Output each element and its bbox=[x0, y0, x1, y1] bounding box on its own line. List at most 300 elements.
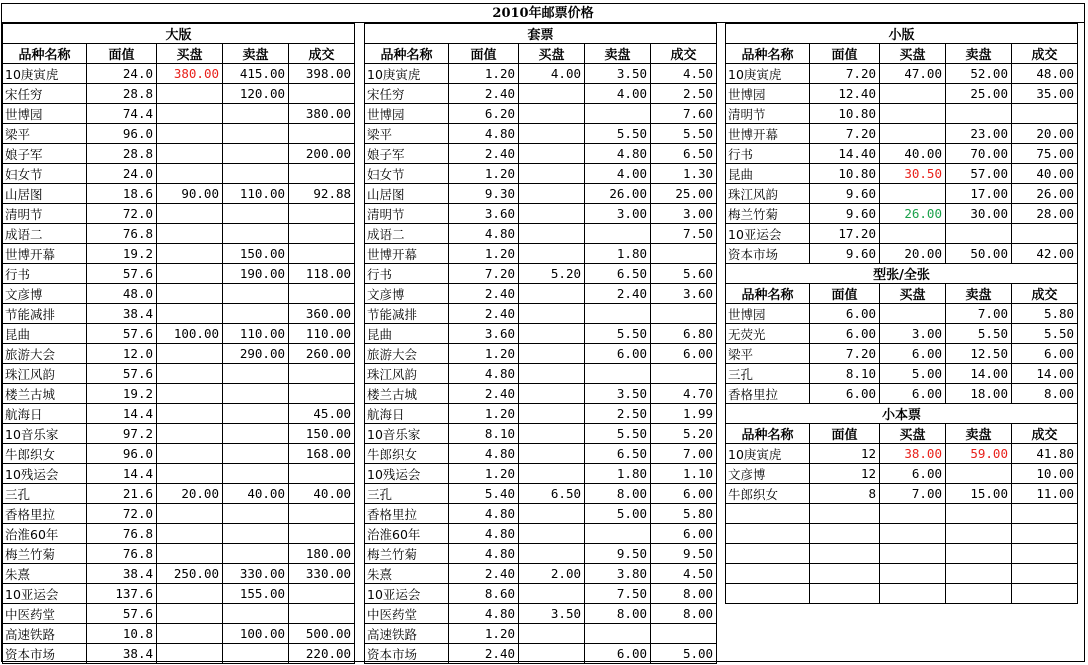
price-cell bbox=[880, 84, 946, 104]
price-cell bbox=[157, 144, 223, 164]
price-cell bbox=[157, 404, 223, 424]
table-row bbox=[3, 424, 355, 444]
table-large bbox=[2, 23, 355, 664]
table-row bbox=[3, 604, 355, 624]
price-cell: 3.50 bbox=[519, 604, 585, 624]
price-cell: 11.00 bbox=[1012, 484, 1078, 504]
stamp-name-cell: 世博开幕 bbox=[3, 244, 87, 264]
table-row bbox=[365, 584, 717, 604]
price-cell bbox=[223, 364, 289, 384]
empty-cell bbox=[880, 504, 946, 524]
price-cell: 150.00 bbox=[223, 244, 289, 264]
price-cell: 3.60 bbox=[651, 284, 717, 304]
stamp-name-cell: 中医药堂 bbox=[365, 604, 449, 624]
price-cell bbox=[223, 124, 289, 144]
price-cell bbox=[651, 624, 717, 644]
price-cell: 21.6 bbox=[87, 484, 157, 504]
price-cell: 100.00 bbox=[223, 624, 289, 644]
table-row bbox=[726, 304, 1078, 324]
price-cell: 10.8 bbox=[87, 624, 157, 644]
stamp-name-cell: 无荧光 bbox=[726, 324, 810, 344]
price-cell: 26.00 bbox=[585, 184, 651, 204]
stamp-name-cell: 梁平 bbox=[726, 344, 810, 364]
stamp-name-cell: 10音乐家 bbox=[3, 424, 87, 444]
column-header: 面值 bbox=[449, 44, 519, 64]
price-cell: 10.00 bbox=[1012, 464, 1078, 484]
price-cell: 42.00 bbox=[1012, 244, 1078, 264]
column-header: 买盘 bbox=[519, 44, 585, 64]
stamp-name-cell: 中医药堂 bbox=[3, 604, 87, 624]
price-cell: 5.00 bbox=[585, 504, 651, 524]
price-cell: 6.00 bbox=[585, 344, 651, 364]
price-cell bbox=[519, 544, 585, 564]
price-cell: 9.30 bbox=[449, 184, 519, 204]
column-header: 品种名称 bbox=[726, 44, 810, 64]
price-cell: 2.40 bbox=[449, 284, 519, 304]
price-cell: 3.00 bbox=[651, 204, 717, 224]
price-cell bbox=[157, 304, 223, 324]
price-cell bbox=[289, 224, 355, 244]
price-cell: 2.40 bbox=[449, 144, 519, 164]
section-heading-sheet: 型张/全张 bbox=[726, 264, 1078, 284]
price-cell: 3.60 bbox=[449, 204, 519, 224]
section-heading-set: 套票 bbox=[365, 24, 717, 44]
stamp-name-cell: 三孔 bbox=[365, 484, 449, 504]
column-header: 成交 bbox=[1012, 44, 1078, 64]
table-row bbox=[365, 564, 717, 584]
price-cell bbox=[946, 104, 1012, 124]
price-cell: 7.50 bbox=[585, 584, 651, 604]
price-cell bbox=[519, 324, 585, 344]
empty-cell bbox=[1012, 504, 1078, 524]
price-cell: 8.00 bbox=[651, 604, 717, 624]
price-cell bbox=[157, 544, 223, 564]
table-row bbox=[3, 484, 355, 504]
price-cell: 330.00 bbox=[223, 564, 289, 584]
price-cell: 50.00 bbox=[946, 244, 1012, 264]
price-cell: 24.0 bbox=[87, 64, 157, 84]
stamp-name-cell: 昆曲 bbox=[365, 324, 449, 344]
price-cell: 6.00 bbox=[651, 484, 717, 504]
price-cell: 6.00 bbox=[1012, 344, 1078, 364]
price-cell bbox=[223, 504, 289, 524]
price-cell: 14.4 bbox=[87, 404, 157, 424]
price-cell bbox=[880, 104, 946, 124]
stamp-name-cell: 10庚寅虎 bbox=[726, 444, 810, 464]
price-cell bbox=[651, 304, 717, 324]
price-cell: 168.00 bbox=[289, 444, 355, 464]
stamp-name-cell: 高速铁路 bbox=[3, 624, 87, 644]
table-row bbox=[365, 544, 717, 564]
price-cell: 40.00 bbox=[289, 484, 355, 504]
price-cell bbox=[223, 164, 289, 184]
price-cell: 120.00 bbox=[223, 84, 289, 104]
price-cell: 14.00 bbox=[946, 364, 1012, 384]
price-cell: 48.0 bbox=[87, 284, 157, 304]
price-cell: 7.00 bbox=[880, 484, 946, 504]
empty-cell bbox=[880, 524, 946, 544]
price-cell: 6.50 bbox=[585, 444, 651, 464]
table-row bbox=[365, 644, 717, 664]
stamp-name-cell: 三孔 bbox=[3, 484, 87, 504]
table-row bbox=[365, 444, 717, 464]
stamp-name-cell: 楼兰古城 bbox=[365, 384, 449, 404]
price-cell bbox=[585, 224, 651, 244]
price-cell: 380.00 bbox=[289, 104, 355, 124]
column-header: 买盘 bbox=[880, 44, 946, 64]
table-row bbox=[365, 184, 717, 204]
price-cell: 180.00 bbox=[289, 544, 355, 564]
price-cell bbox=[157, 244, 223, 264]
price-cell: 12 bbox=[810, 464, 880, 484]
price-cell: 1.20 bbox=[449, 404, 519, 424]
price-cell: 1.20 bbox=[449, 624, 519, 644]
price-cell: 96.0 bbox=[87, 444, 157, 464]
price-cell bbox=[289, 204, 355, 224]
price-cell bbox=[519, 124, 585, 144]
price-cell bbox=[519, 104, 585, 124]
price-cell: 360.00 bbox=[289, 304, 355, 324]
price-cell: 6.00 bbox=[880, 344, 946, 364]
price-cell bbox=[223, 304, 289, 324]
price-cell: 4.80 bbox=[449, 224, 519, 244]
price-cell: 1.20 bbox=[449, 164, 519, 184]
price-cell: 15.00 bbox=[946, 484, 1012, 504]
table-row bbox=[365, 64, 717, 84]
price-cell bbox=[585, 524, 651, 544]
panel-large bbox=[2, 23, 355, 664]
price-cell bbox=[157, 284, 223, 304]
price-cell: 8 bbox=[810, 484, 880, 504]
table-row bbox=[726, 84, 1078, 104]
price-cell: 7.60 bbox=[651, 104, 717, 124]
price-cell: 6.00 bbox=[880, 384, 946, 404]
price-cell: 4.80 bbox=[449, 124, 519, 144]
table-row bbox=[365, 604, 717, 624]
price-cell: 2.40 bbox=[449, 384, 519, 404]
price-cell: 4.80 bbox=[449, 364, 519, 384]
price-cell: 2.00 bbox=[519, 564, 585, 584]
column-header: 卖盘 bbox=[585, 44, 651, 64]
stamp-name-cell: 世博园 bbox=[726, 84, 810, 104]
stamp-name-cell: 昆曲 bbox=[726, 164, 810, 184]
price-cell: 10.80 bbox=[810, 104, 880, 124]
column-header: 成交 bbox=[289, 44, 355, 64]
sheet-title: 2010年邮票价格 bbox=[2, 4, 1084, 23]
table-row bbox=[3, 284, 355, 304]
price-cell: 40.00 bbox=[223, 484, 289, 504]
price-cell: 5.50 bbox=[651, 124, 717, 144]
price-cell bbox=[519, 384, 585, 404]
empty-cell bbox=[946, 524, 1012, 544]
price-cell bbox=[289, 384, 355, 404]
table-row bbox=[3, 644, 355, 664]
column-header: 品种名称 bbox=[365, 44, 449, 64]
price-cell: 2.40 bbox=[449, 564, 519, 584]
price-cell: 5.80 bbox=[1012, 304, 1078, 324]
price-cell bbox=[519, 344, 585, 364]
price-cell: 6.00 bbox=[810, 384, 880, 404]
empty-cell bbox=[810, 504, 880, 524]
table-row bbox=[726, 104, 1078, 124]
price-cell bbox=[223, 524, 289, 544]
empty-cell bbox=[946, 584, 1012, 604]
table-set bbox=[364, 23, 717, 664]
empty-cell bbox=[726, 564, 810, 584]
price-cell: 40.00 bbox=[1012, 164, 1078, 184]
price-cell: 2.40 bbox=[585, 284, 651, 304]
price-cell: 20.00 bbox=[1012, 124, 1078, 144]
price-cell: 41.80 bbox=[1012, 444, 1078, 464]
table-row bbox=[365, 164, 717, 184]
table-row bbox=[365, 304, 717, 324]
price-cell bbox=[519, 304, 585, 324]
price-cell: 17.20 bbox=[810, 224, 880, 244]
price-cell: 6.00 bbox=[651, 524, 717, 544]
price-cell: 8.00 bbox=[585, 484, 651, 504]
price-cell: 96.0 bbox=[87, 124, 157, 144]
price-cell: 92.88 bbox=[289, 184, 355, 204]
stamp-name-cell: 资本市场 bbox=[726, 244, 810, 264]
price-cell: 28.8 bbox=[87, 144, 157, 164]
table-row bbox=[365, 504, 717, 524]
price-cell: 19.2 bbox=[87, 244, 157, 264]
price-cell bbox=[519, 644, 585, 664]
price-cell: 5.20 bbox=[519, 264, 585, 284]
price-cell bbox=[157, 504, 223, 524]
price-cell: 8.00 bbox=[585, 604, 651, 624]
stamp-name-cell: 10亚运会 bbox=[365, 584, 449, 604]
stamp-name-cell: 妇女节 bbox=[3, 164, 87, 184]
stamp-name-cell: 世博园 bbox=[726, 304, 810, 324]
column-header: 买盘 bbox=[157, 44, 223, 64]
stamp-name-cell: 娘子军 bbox=[3, 144, 87, 164]
empty-cell bbox=[946, 544, 1012, 564]
price-cell: 30.00 bbox=[946, 204, 1012, 224]
price-cell: 6.20 bbox=[449, 104, 519, 124]
price-cell: 72.0 bbox=[87, 204, 157, 224]
price-cell bbox=[157, 204, 223, 224]
price-cell: 2.40 bbox=[449, 304, 519, 324]
price-cell: 30.50 bbox=[880, 164, 946, 184]
price-cell bbox=[519, 504, 585, 524]
price-cell bbox=[519, 244, 585, 264]
price-cell bbox=[519, 164, 585, 184]
price-cell bbox=[223, 384, 289, 404]
stamp-name-cell: 梁平 bbox=[3, 124, 87, 144]
stamp-name-cell: 宋任穷 bbox=[365, 84, 449, 104]
table-row bbox=[3, 344, 355, 364]
price-cell bbox=[157, 604, 223, 624]
price-cell: 118.00 bbox=[289, 264, 355, 284]
price-cell: 7.20 bbox=[810, 64, 880, 84]
price-cell: 75.00 bbox=[1012, 144, 1078, 164]
price-cell: 1.80 bbox=[585, 244, 651, 264]
table-row bbox=[3, 524, 355, 544]
price-cell bbox=[519, 84, 585, 104]
price-cell: 3.00 bbox=[880, 324, 946, 344]
price-cell: 28.00 bbox=[1012, 204, 1078, 224]
column-header: 卖盘 bbox=[946, 424, 1012, 444]
stamp-name-cell: 朱熹 bbox=[365, 564, 449, 584]
price-cell bbox=[157, 344, 223, 364]
table-row bbox=[726, 544, 1078, 564]
stamp-name-cell: 行书 bbox=[3, 264, 87, 284]
table-row bbox=[3, 244, 355, 264]
panel-small bbox=[725, 23, 1078, 604]
stamp-name-cell: 10音乐家 bbox=[365, 424, 449, 444]
price-cell bbox=[585, 304, 651, 324]
empty-cell bbox=[946, 504, 1012, 524]
price-cell: 1.99 bbox=[651, 404, 717, 424]
column-header: 面值 bbox=[810, 424, 880, 444]
price-cell bbox=[223, 644, 289, 664]
price-cell: 1.80 bbox=[585, 464, 651, 484]
price-cell: 8.00 bbox=[1012, 384, 1078, 404]
price-cell: 155.00 bbox=[223, 584, 289, 604]
price-cell: 110.00 bbox=[223, 324, 289, 344]
price-cell: 7.50 bbox=[651, 224, 717, 244]
section-heading-small: 小版 bbox=[726, 24, 1078, 44]
section-heading-large: 大版 bbox=[3, 24, 355, 44]
price-cell: 8.10 bbox=[810, 364, 880, 384]
column-header: 卖盘 bbox=[946, 284, 1012, 304]
stamp-name-cell: 文彦博 bbox=[3, 284, 87, 304]
empty-cell bbox=[810, 544, 880, 564]
price-cell bbox=[289, 164, 355, 184]
price-cell: 17.00 bbox=[946, 184, 1012, 204]
empty-cell bbox=[726, 524, 810, 544]
empty-cell bbox=[880, 544, 946, 564]
price-cell bbox=[223, 224, 289, 244]
stamp-name-cell: 资本市场 bbox=[3, 644, 87, 664]
price-cell bbox=[519, 284, 585, 304]
price-cell: 4.80 bbox=[449, 504, 519, 524]
table-row bbox=[365, 204, 717, 224]
price-cell: 4.00 bbox=[519, 64, 585, 84]
stamp-name-cell: 牛郎织女 bbox=[365, 444, 449, 464]
column-header: 面值 bbox=[810, 284, 880, 304]
price-cell: 6.50 bbox=[585, 264, 651, 284]
price-cell: 5.60 bbox=[651, 264, 717, 284]
price-cell bbox=[157, 104, 223, 124]
price-cell bbox=[289, 124, 355, 144]
stamp-name-cell: 旅游大会 bbox=[365, 344, 449, 364]
table-row bbox=[726, 204, 1078, 224]
column-header: 品种名称 bbox=[726, 284, 810, 304]
price-cell: 200.00 bbox=[289, 144, 355, 164]
price-cell: 47.00 bbox=[880, 64, 946, 84]
column-header: 成交 bbox=[1012, 284, 1078, 304]
price-cell: 4.80 bbox=[449, 524, 519, 544]
price-cell bbox=[223, 104, 289, 124]
stamp-name-cell: 娘子军 bbox=[365, 144, 449, 164]
price-cell: 330.00 bbox=[289, 564, 355, 584]
price-cell bbox=[157, 124, 223, 144]
table-row bbox=[3, 104, 355, 124]
stamp-name-cell: 梁平 bbox=[365, 124, 449, 144]
empty-cell bbox=[810, 524, 880, 544]
price-cell: 6.00 bbox=[810, 304, 880, 324]
price-cell: 14.4 bbox=[87, 464, 157, 484]
table-row bbox=[726, 464, 1078, 484]
price-cell: 8.60 bbox=[449, 584, 519, 604]
price-cell: 3.50 bbox=[585, 384, 651, 404]
empty-cell bbox=[1012, 524, 1078, 544]
stamp-name-cell: 资本市场 bbox=[365, 644, 449, 664]
price-cell bbox=[157, 644, 223, 664]
stamp-name-cell: 10庚寅虎 bbox=[3, 64, 87, 84]
stamp-name-cell: 节能减排 bbox=[365, 304, 449, 324]
stamp-name-cell: 香格里拉 bbox=[726, 384, 810, 404]
column-header: 品种名称 bbox=[3, 44, 87, 64]
price-cell bbox=[289, 504, 355, 524]
table-row bbox=[3, 304, 355, 324]
table-row bbox=[365, 624, 717, 644]
price-cell bbox=[157, 364, 223, 384]
price-cell: 12.0 bbox=[87, 344, 157, 364]
price-cell bbox=[519, 224, 585, 244]
price-cell: 76.8 bbox=[87, 224, 157, 244]
stamp-name-cell: 航海日 bbox=[365, 404, 449, 424]
price-cell: 7.00 bbox=[651, 444, 717, 464]
price-cell: 19.2 bbox=[87, 384, 157, 404]
price-cell bbox=[519, 444, 585, 464]
price-cell bbox=[157, 224, 223, 244]
table-row bbox=[726, 364, 1078, 384]
price-cell: 260.00 bbox=[289, 344, 355, 364]
price-cell: 4.50 bbox=[651, 564, 717, 584]
price-cell bbox=[157, 444, 223, 464]
price-cell bbox=[946, 224, 1012, 244]
price-cell: 8.00 bbox=[651, 584, 717, 604]
price-cell: 5.40 bbox=[449, 484, 519, 504]
empty-cell bbox=[880, 584, 946, 604]
price-cell: 4.70 bbox=[651, 384, 717, 404]
column-header: 成交 bbox=[651, 44, 717, 64]
price-cell: 52.00 bbox=[946, 64, 1012, 84]
price-cell: 6.80 bbox=[651, 324, 717, 344]
price-cell bbox=[289, 284, 355, 304]
stamp-name-cell: 牛郎织女 bbox=[726, 484, 810, 504]
price-cell: 26.00 bbox=[1012, 184, 1078, 204]
price-cell: 38.4 bbox=[87, 304, 157, 324]
empty-cell bbox=[1012, 564, 1078, 584]
price-cell: 14.00 bbox=[1012, 364, 1078, 384]
price-cell: 45.00 bbox=[289, 404, 355, 424]
table-row bbox=[365, 384, 717, 404]
price-cell bbox=[946, 464, 1012, 484]
price-cell: 9.50 bbox=[651, 544, 717, 564]
price-cell: 7.20 bbox=[449, 264, 519, 284]
price-cell: 26.00 bbox=[880, 204, 946, 224]
stamp-name-cell: 梅兰竹菊 bbox=[726, 204, 810, 224]
price-cell: 38.00 bbox=[880, 444, 946, 464]
column-header: 品种名称 bbox=[726, 424, 810, 444]
stamp-name-cell: 楼兰古城 bbox=[3, 384, 87, 404]
price-cell: 90.00 bbox=[157, 184, 223, 204]
stamp-name-cell: 世博开幕 bbox=[365, 244, 449, 264]
stamp-name-cell: 三孔 bbox=[726, 364, 810, 384]
price-cell bbox=[157, 84, 223, 104]
price-cell bbox=[519, 184, 585, 204]
price-cell: 6.00 bbox=[880, 464, 946, 484]
table-row bbox=[726, 244, 1078, 264]
price-cell: 5.80 bbox=[651, 504, 717, 524]
price-cell: 1.30 bbox=[651, 164, 717, 184]
table-row bbox=[3, 164, 355, 184]
stamp-name-cell: 珠江风韵 bbox=[3, 364, 87, 384]
